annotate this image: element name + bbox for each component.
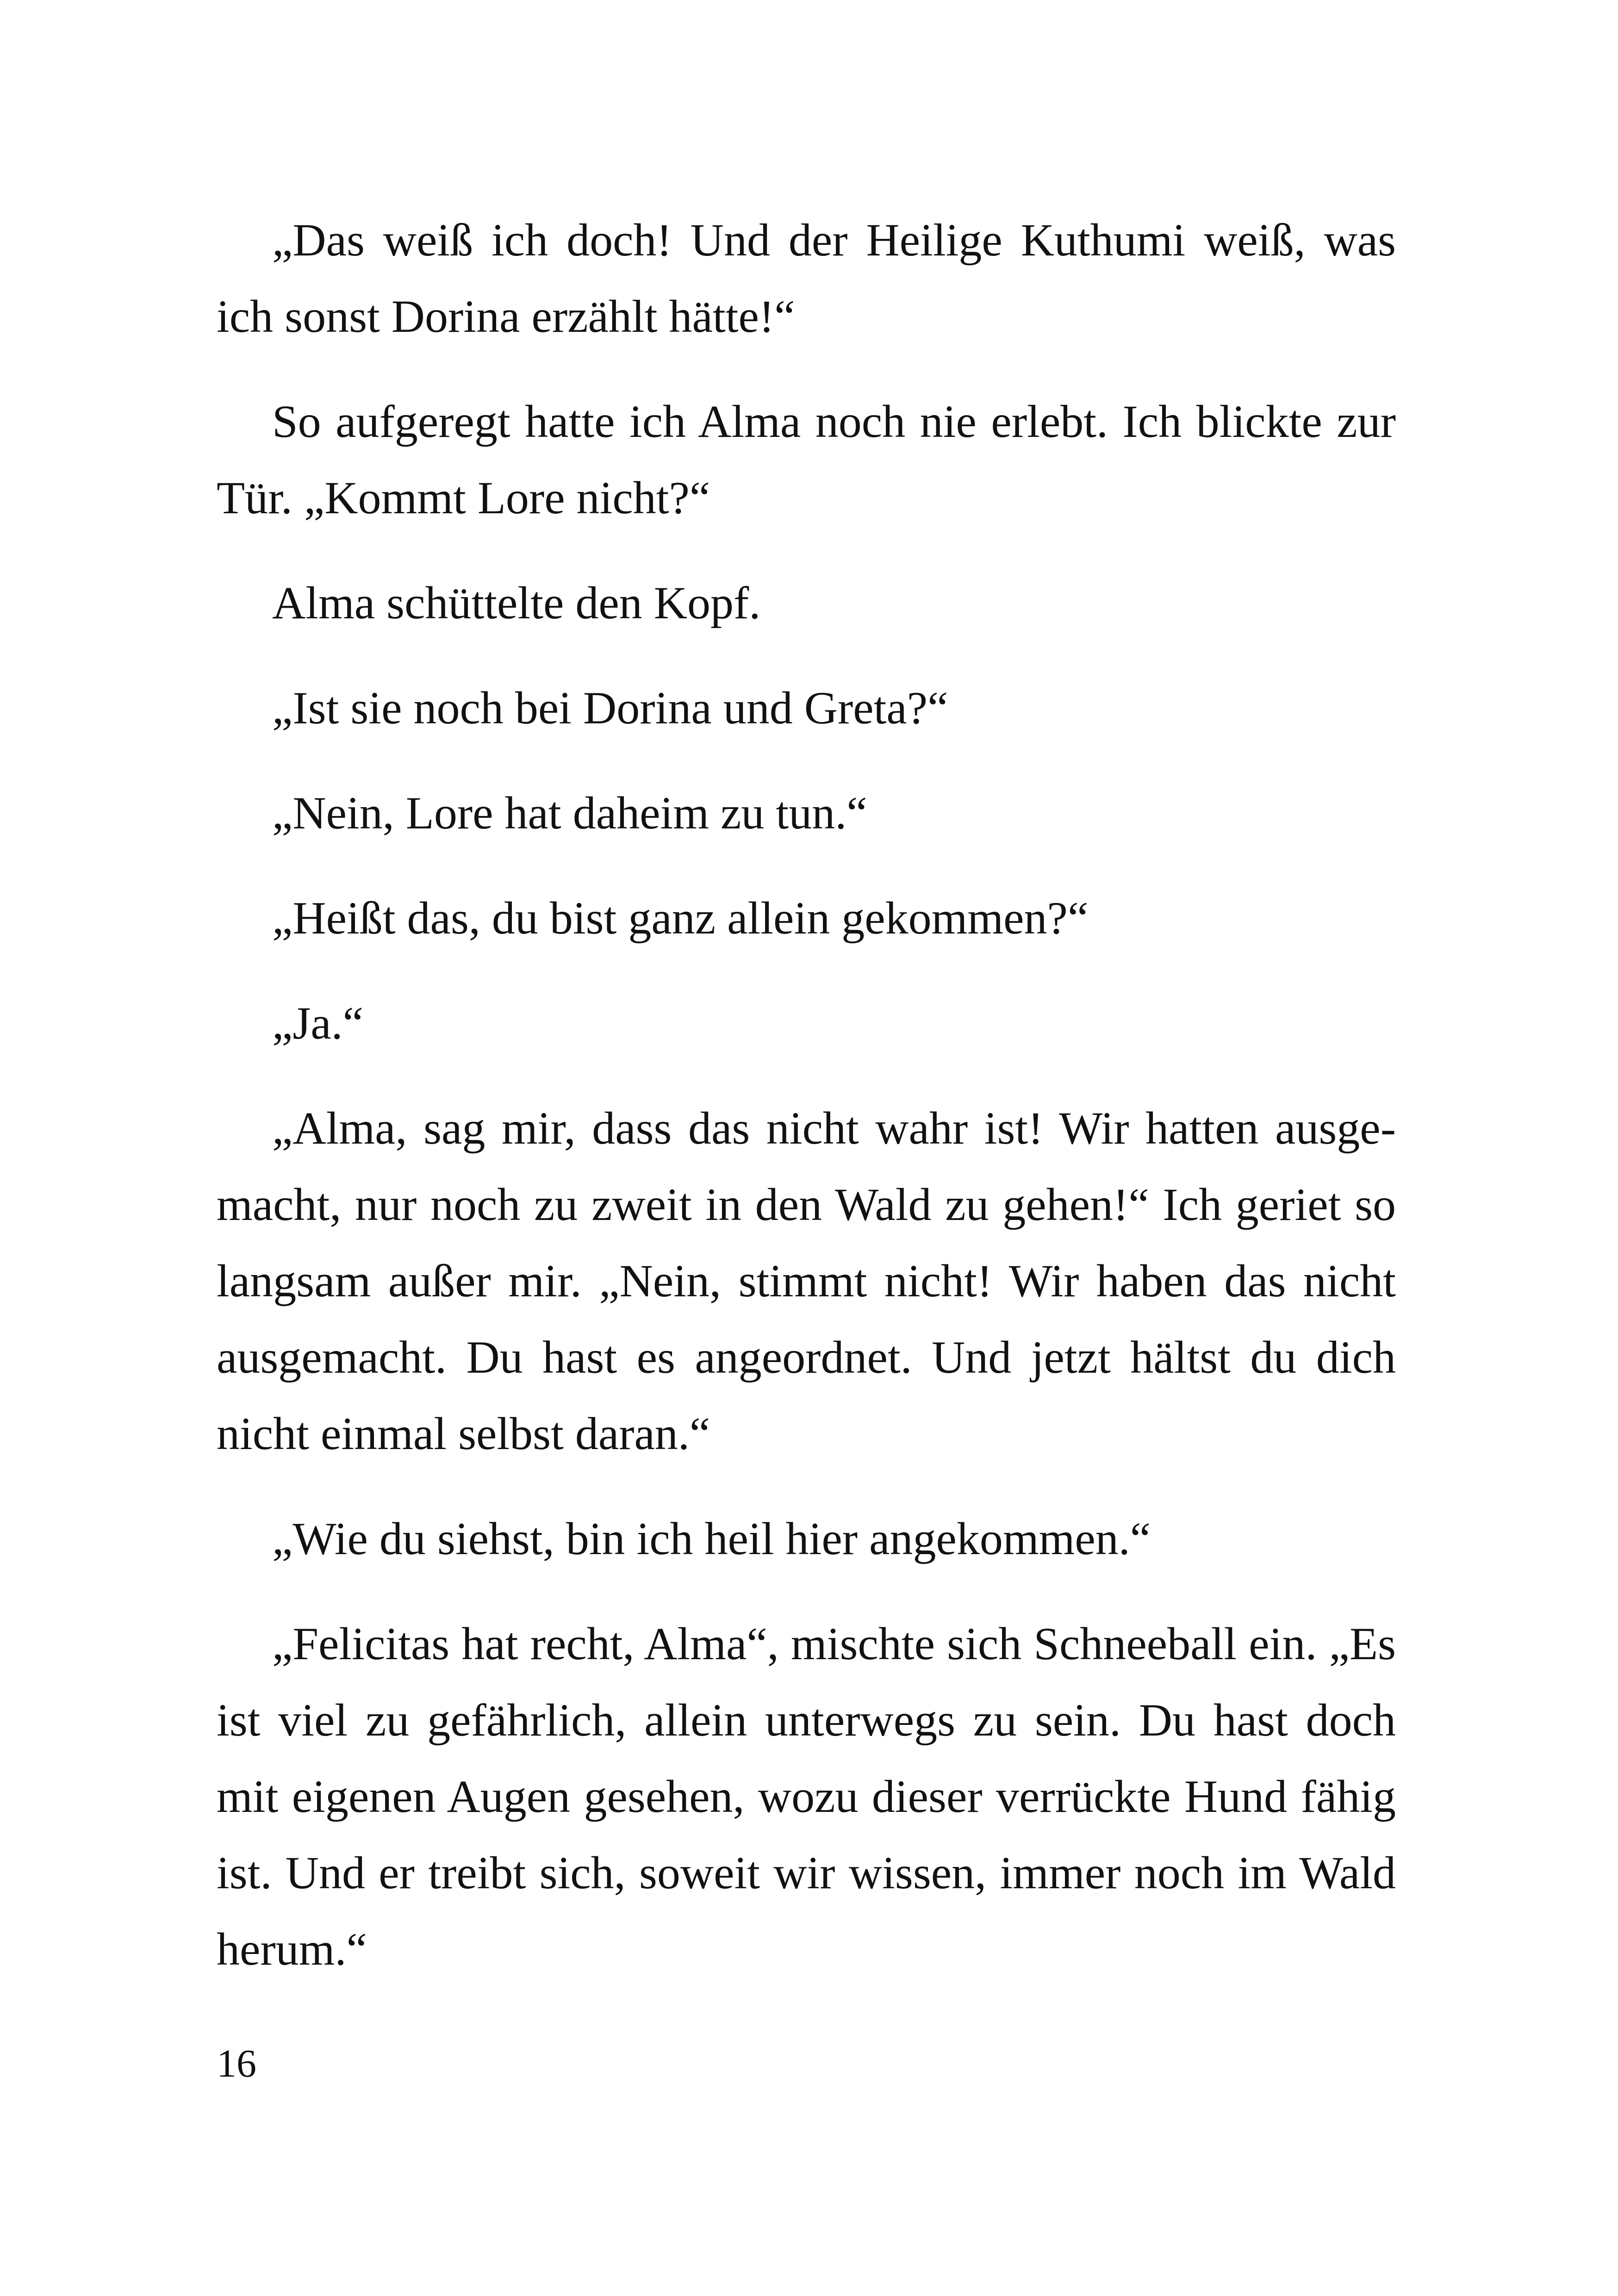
paragraph: „Ja.“ — [272, 997, 364, 1049]
paragraph: „Nein, Lore hat daheim zu tun.“ — [272, 787, 867, 839]
paragraph: „Alma, sag mir, dass das nicht wahr ist! Wir hatten ausgemacht, nur noch zu zweit in den Wald zu gehen!“ Ich geriet so langsam außer mir. „Nein, stimmt nicht! Wir haben das nicht ausgemacht. Du hast es angeordnet. Und jetzt hältst du dich nicht einmal selbst daran.“ — [217, 1102, 1396, 1459]
paragraph: So aufgeregt hatte ich Alma noch nie erlebt. Ich blickte zur Tür. „Kommt Lore nicht?“ — [217, 396, 1396, 523]
paragraph: Alma schüttelte den Kopf. — [272, 577, 761, 628]
paragraph: „Felicitas hat recht, Alma“, mischte sich Schneeball ein. „Es ist viel zu gefährlich, allein unterwegs zu sein. Du hast doch mit eigenen Augen gesehen, wozu dieser verrückte Hund fähig ist. Und er treibt sich, soweit wir wissen, immer noch im Wald herum.“ — [217, 1618, 1396, 1975]
paragraph: „Heißt das, du bist ganz allein gekommen?“ — [272, 892, 1089, 944]
page-number: 16 — [217, 2041, 256, 2085]
paragraph: „Das weiß ich doch! Und der Heilige Kuthumi weiß, was ich sonst Dorina erzählt hätte!“ — [217, 214, 1396, 342]
body-text — [217, 202, 1396, 2016]
paragraph: „Ist sie noch bei Dorina und Greta?“ — [272, 682, 948, 734]
paragraph: „Wie du siehst, bin ich heil hier angekommen.“ — [272, 1513, 1151, 1564]
